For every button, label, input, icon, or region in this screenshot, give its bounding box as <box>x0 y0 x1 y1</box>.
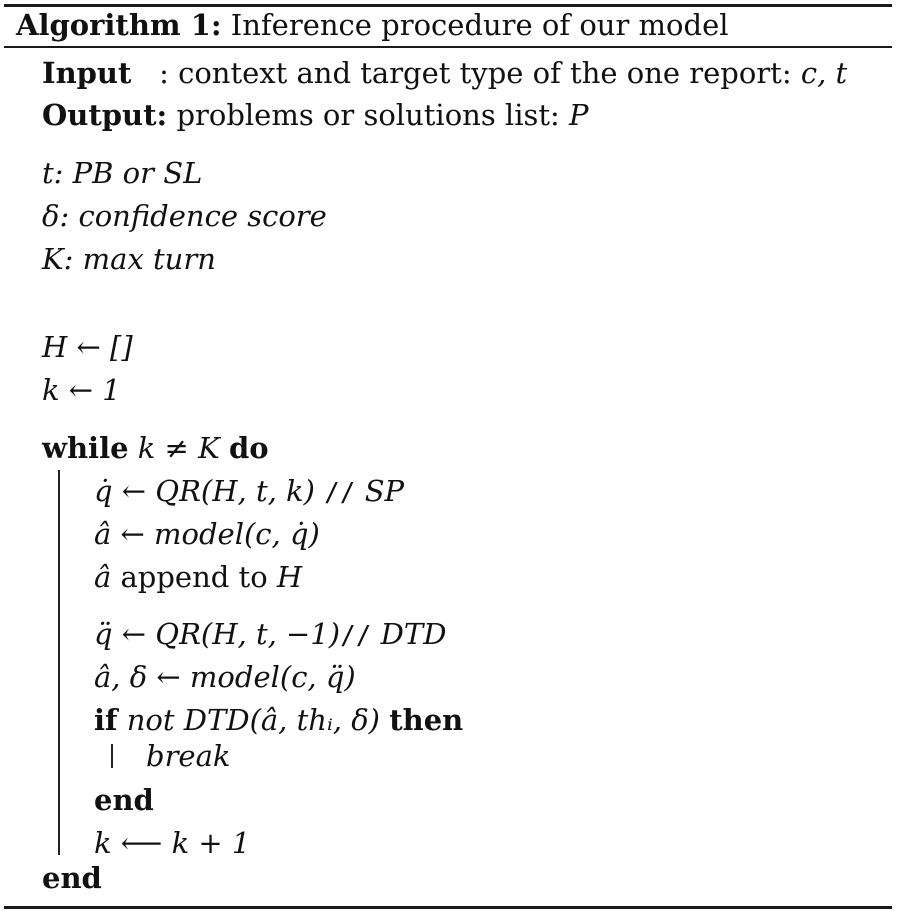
algorithm-label: Algorithm 1: <box>16 8 222 42</box>
if-keyword: if <box>94 703 118 737</box>
body-line-query-sp <box>94 473 404 509</box>
while-condition: k ≠ K <box>137 431 220 465</box>
break-statement: break <box>146 739 231 773</box>
input-line <box>42 55 847 91</box>
output-line <box>42 97 589 133</box>
then-keyword: then <box>389 703 464 737</box>
input-keyword: Input <box>42 56 132 90</box>
append-math: â <box>94 560 112 594</box>
comment-marker-sp: // <box>324 478 356 508</box>
definition-k: K: max turn <box>42 242 216 276</box>
while-body-bar <box>58 470 60 855</box>
if-header <box>94 702 463 738</box>
init-counter: k ← 1 <box>42 373 121 407</box>
definition-t: t: PB or SL <box>42 156 203 190</box>
if-end-keyword: end <box>94 783 154 817</box>
while-end-keyword: end <box>42 861 102 895</box>
query-dtd-code: q̈ ← QR(H, t, −1) <box>94 617 341 651</box>
comment-dtd: DTD <box>380 617 447 651</box>
output-math: P <box>569 98 589 132</box>
if-body-bar <box>111 744 113 768</box>
output-text: problems or solutions list: <box>176 98 560 132</box>
caption-rule <box>4 46 892 48</box>
if-condition: not DTD(â, thᵢ, δ) <box>126 703 380 737</box>
append-text: append to <box>120 560 268 594</box>
while-keyword: while <box>42 431 129 465</box>
definition-delta: δ: confidence score <box>42 199 327 233</box>
while-header <box>42 430 269 466</box>
input-text: context and target type of the one report: <box>178 56 792 90</box>
output-keyword: Output: <box>42 98 168 132</box>
body-line-query-dtd <box>94 616 447 652</box>
do-keyword: do <box>228 431 269 465</box>
init-history: H ← [] <box>42 330 133 364</box>
query-sp-code: q̇ ← QR(H, t, k) <box>94 474 315 508</box>
input-colon: : <box>159 56 169 90</box>
input-math: c, t <box>800 56 848 90</box>
body-line-model-confidence: â, δ ← model(c, q̈) <box>94 660 356 694</box>
algorithm-title: Inference procedure of our model <box>230 8 729 42</box>
algorithm-caption <box>16 7 729 43</box>
body-line-increment: k ⟵ k + 1 <box>94 826 251 860</box>
bottom-rule <box>4 906 892 909</box>
comment-marker-dtd: // <box>340 621 372 651</box>
body-line-model-answer: â ← model(c, q̇) <box>94 517 320 551</box>
body-line-append <box>94 559 302 595</box>
comment-sp: SP <box>364 474 405 508</box>
append-target: H <box>276 560 303 594</box>
